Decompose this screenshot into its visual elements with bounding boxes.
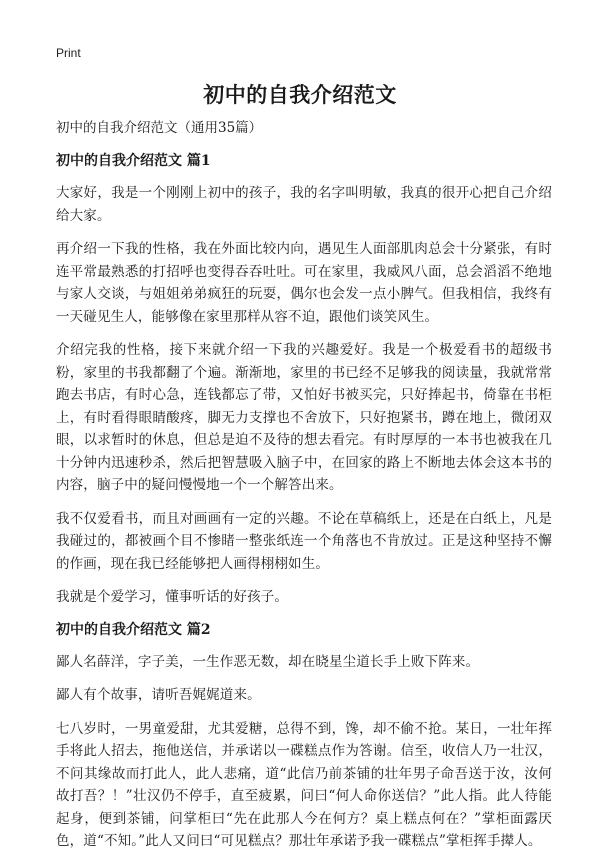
paragraph: 我就是个爱学习，懂事听话的好孩子。 bbox=[56, 589, 289, 605]
paragraph: 再介绍一下我的性格，我在外面比较内向，遇见生人面部肌肉总会十分紧张，有时连平常最熟悉的打招呼也变得吞吞吐吐。可在家里，我威风八面，总会滔滔不绝地与家人交谈，与姐姐弟弟疯狂的玩耍，偶尔也会发一点小脾气。但我相信，我终有一天碰见生人，能够像在家里那样从容不迫，跟他们谈笑风生。 bbox=[56, 241, 552, 325]
section-2 bbox=[56, 620, 552, 853]
paragraph: 鄙人有个故事，请听吾娓娓道来。 bbox=[56, 687, 261, 703]
paragraph: 七八岁时，一男童爱甜，尤其爱糖，总得不到，馋，却不偷不抢。某日，一壮年挥手将此人招去，拖他送信，并承诺以一碟糕点作为答谢。信至，收信人乃一壮汉，不问其缘故而打此人，此人悲痛，道“此信乃前茶铺的壮年男子命吾送于汝，汝何故打吾？！”壮汉仍不停手，直至疲累，问曰“何人命你送信？”此人指。此人待能起身，便到茶铺，问掌柜曰“先在此那人今在何方？桌上糕点何在？”掌柜面露厌色，道“不知。”此人又问曰“可见糕点？那壮年承诺予我一碟糕点”掌柜挥手撵人。 bbox=[56, 720, 552, 849]
paragraph: 鄙人名薛洋，字子美，一生作恶无数，却在晓星尘道长手上败下阵来。 bbox=[56, 653, 480, 670]
section-1 bbox=[56, 151, 552, 609]
paragraph: 大家好，我是一个刚刚上初中的孩子，我的名字叫明敏，我真的很开心把自己介绍给大家。 bbox=[56, 185, 552, 224]
document-body bbox=[56, 118, 552, 864]
document-title: 初中的自我介绍范文 bbox=[203, 82, 397, 107]
section-heading: 初中的自我介绍范文 篇2 bbox=[56, 621, 211, 638]
section-heading: 初中的自我介绍范文 篇1 bbox=[56, 153, 211, 169]
document-subtitle: 初中的自我介绍范文（通用35篇） bbox=[56, 120, 263, 136]
paragraph: 介绍完我的性格，接下来就介绍一下我的兴趣爱好。我是一个极爱看书的超级书粉，家里的书我都翻了个遍。渐渐地，家里的书已经不足够我的阅读量，我就常常跑去书店，有时心急，连钱都忘了带，又怕好书被买完，只好捧起书，倚靠在书柜上，有时看得眼睛酸疼，脚无力支撑也不舍放下，只好抱紧书，蹲在地上，微闭双眼，以求暂时的休息，但总是迫不及待的想去看完。有时厚厚的一本书也被我在几十分钟内迅速秒杀，然后把智慧吸入脑子中，在回家的路上不断地去体会这本书的内容，脑子中的疑问慢慢地一个一个解答出来。 bbox=[56, 342, 552, 493]
print-link[interactable]: Print bbox=[56, 46, 81, 60]
paragraph: 我不仅爱看书，而且对画画有一定的兴趣。不论在草稿纸上，还是在白纸上，凡是我碰过的，都被画个目不惨睹一整张纸连一个角落也不肯放过。正是这种坚持不懈的作画，现在我已经能够把人画得栩栩如生。 bbox=[56, 510, 552, 572]
